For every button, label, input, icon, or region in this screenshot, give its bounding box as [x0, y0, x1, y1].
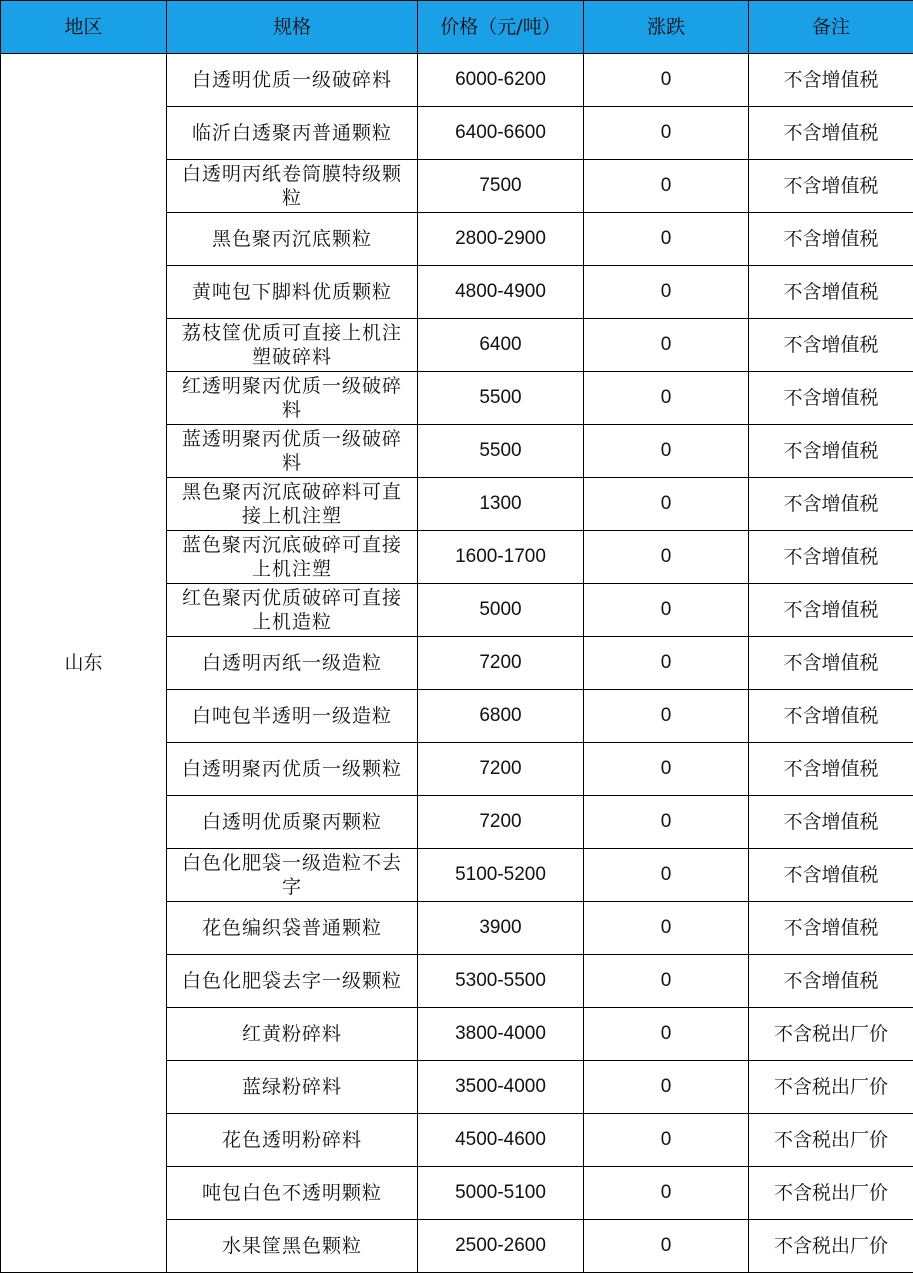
- header-region: 地区: [1, 1, 167, 54]
- spec-cell: 荔枝筐优质可直接上机注塑破碎料: [167, 319, 418, 372]
- change-cell: 0: [584, 266, 749, 319]
- note-cell: 不含税出厂价: [749, 1220, 913, 1273]
- spec-cell: 白色化肥袋去字一级颗粒: [167, 955, 418, 1008]
- spec-cell: 黑色聚丙沉底破碎料可直接上机注塑: [167, 478, 418, 531]
- change-cell: 0: [584, 1114, 749, 1167]
- note-cell: 不含增值税: [749, 796, 913, 849]
- change-cell: 0: [584, 1061, 749, 1114]
- price-cell: 3500-4000: [418, 1061, 584, 1114]
- price-cell: 4800-4900: [418, 266, 584, 319]
- note-cell: 不含增值税: [749, 902, 913, 955]
- price-cell: 5000: [418, 584, 584, 637]
- change-cell: 0: [584, 1220, 749, 1273]
- change-cell: 0: [584, 637, 749, 690]
- price-cell: 6400-6600: [418, 107, 584, 160]
- change-cell: 0: [584, 690, 749, 743]
- price-cell: 7200: [418, 637, 584, 690]
- spec-cell: 花色透明粉碎料: [167, 1114, 418, 1167]
- price-cell: 4500-4600: [418, 1114, 584, 1167]
- spec-cell: 黄吨包下脚料优质颗粒: [167, 266, 418, 319]
- price-cell: 2800-2900: [418, 213, 584, 266]
- change-cell: 0: [584, 372, 749, 425]
- spec-cell: 白透明丙纸卷筒膜特级颗粒: [167, 160, 418, 213]
- spec-cell: 白吨包半透明一级造粒: [167, 690, 418, 743]
- price-cell: 5000-5100: [418, 1167, 584, 1220]
- price-cell: 1600-1700: [418, 531, 584, 584]
- spec-cell: 吨包白色不透明颗粒: [167, 1167, 418, 1220]
- price-cell: 3900: [418, 902, 584, 955]
- change-cell: 0: [584, 849, 749, 902]
- note-cell: 不含增值税: [749, 478, 913, 531]
- price-cell: 6000-6200: [418, 54, 584, 107]
- change-cell: 0: [584, 425, 749, 478]
- header-spec: 规格: [167, 1, 418, 54]
- price-cell: 5500: [418, 372, 584, 425]
- note-cell: 不含增值税: [749, 849, 913, 902]
- region-cell: 山东: [1, 54, 167, 1273]
- price-cell: 5300-5500: [418, 955, 584, 1008]
- note-cell: 不含税出厂价: [749, 1114, 913, 1167]
- table-body: [1, 54, 913, 1273]
- spec-cell: 白透明优质一级破碎料: [167, 54, 418, 107]
- header-change: 涨跌: [584, 1, 749, 54]
- table-header: [1, 1, 913, 54]
- change-cell: 0: [584, 319, 749, 372]
- price-cell: 1300: [418, 478, 584, 531]
- note-cell: 不含增值税: [749, 213, 913, 266]
- change-cell: 0: [584, 1167, 749, 1220]
- header-note: 备注: [749, 1, 913, 54]
- note-cell: 不含税出厂价: [749, 1167, 913, 1220]
- change-cell: 0: [584, 160, 749, 213]
- note-cell: 不含税出厂价: [749, 1061, 913, 1114]
- price-cell: 7500: [418, 160, 584, 213]
- spec-cell: 白透明丙纸一级造粒: [167, 637, 418, 690]
- spec-cell: 蓝色聚丙沉底破碎可直接上机注塑: [167, 531, 418, 584]
- price-cell: 7200: [418, 743, 584, 796]
- spec-cell: 红黄粉碎料: [167, 1008, 418, 1061]
- change-cell: 0: [584, 478, 749, 531]
- price-cell: 3800-4000: [418, 1008, 584, 1061]
- price-cell: 5100-5200: [418, 849, 584, 902]
- note-cell: 不含增值税: [749, 372, 913, 425]
- change-cell: 0: [584, 955, 749, 1008]
- change-cell: 0: [584, 531, 749, 584]
- header-price: 价格（元/吨）: [418, 1, 584, 54]
- price-cell: 6400: [418, 319, 584, 372]
- spec-cell: 水果筐黑色颗粒: [167, 1220, 418, 1273]
- change-cell: 0: [584, 213, 749, 266]
- change-cell: 0: [584, 107, 749, 160]
- price-cell: 7200: [418, 796, 584, 849]
- table-row: [1, 54, 913, 107]
- change-cell: 0: [584, 743, 749, 796]
- note-cell: 不含增值税: [749, 743, 913, 796]
- note-cell: 不含增值税: [749, 690, 913, 743]
- note-cell: 不含增值税: [749, 160, 913, 213]
- change-cell: 0: [584, 902, 749, 955]
- spec-cell: 红透明聚丙优质一级破碎料: [167, 372, 418, 425]
- note-cell: 不含增值税: [749, 531, 913, 584]
- header-row: [1, 1, 913, 54]
- price-cell: 5500: [418, 425, 584, 478]
- spec-cell: 白色化肥袋一级造粒不去字: [167, 849, 418, 902]
- spec-cell: 花色编织袋普通颗粒: [167, 902, 418, 955]
- note-cell: 不含增值税: [749, 319, 913, 372]
- price-cell: 2500-2600: [418, 1220, 584, 1273]
- spec-cell: 临沂白透聚丙普通颗粒: [167, 107, 418, 160]
- note-cell: 不含增值税: [749, 266, 913, 319]
- note-cell: 不含增值税: [749, 107, 913, 160]
- note-cell: 不含增值税: [749, 584, 913, 637]
- spec-cell: 红色聚丙优质破碎可直接上机造粒: [167, 584, 418, 637]
- spec-cell: 白透明优质聚丙颗粒: [167, 796, 418, 849]
- spec-cell: 白透明聚丙优质一级颗粒: [167, 743, 418, 796]
- change-cell: 0: [584, 796, 749, 849]
- change-cell: 0: [584, 1008, 749, 1061]
- change-cell: 0: [584, 584, 749, 637]
- change-cell: 0: [584, 54, 749, 107]
- note-cell: 不含增值税: [749, 54, 913, 107]
- note-cell: 不含增值税: [749, 637, 913, 690]
- spec-cell: 黑色聚丙沉底颗粒: [167, 213, 418, 266]
- note-cell: 不含增值税: [749, 425, 913, 478]
- note-cell: 不含增值税: [749, 955, 913, 1008]
- price-cell: 6800: [418, 690, 584, 743]
- spec-cell: 蓝绿粉碎料: [167, 1061, 418, 1114]
- note-cell: 不含税出厂价: [749, 1008, 913, 1061]
- spec-cell: 蓝透明聚丙优质一级破碎料: [167, 425, 418, 478]
